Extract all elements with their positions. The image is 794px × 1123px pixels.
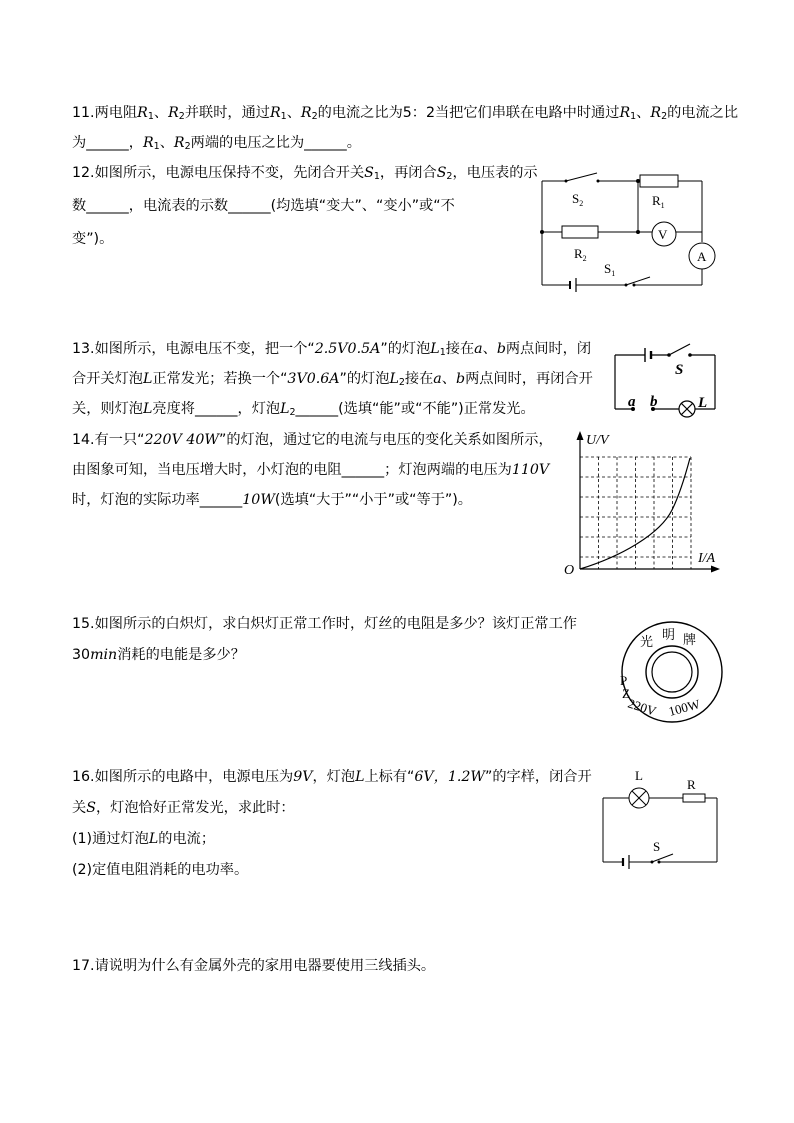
q16-circuit-diagram xyxy=(595,765,725,870)
svg-text:R1: $R_1$ xyxy=(652,193,665,210)
model-letter-z: Z xyxy=(622,686,630,701)
q12-line-3: 变”)。 xyxy=(72,231,114,247)
model-letter-p: P xyxy=(620,673,628,688)
fig12-r1-label: R xyxy=(652,193,661,208)
q12-line-2: 数______，电流表的示数______(均选填“变大”、“变小”或“不 xyxy=(72,198,455,214)
graph-x-axis-label: I/A xyxy=(698,551,716,566)
brand-char-2: 明 xyxy=(662,627,676,642)
q15-line-2: 30min消耗的电能是多少？ xyxy=(72,647,245,663)
q16-line-2: 关S，灯泡恰好正常发光，求此时： xyxy=(72,800,295,816)
fig16-resistor-label: R xyxy=(687,777,696,792)
fig13-point-b: b xyxy=(650,394,658,410)
q17-text: 17.请说明为什么有金属外壳的家用电器要使用三线插头。 xyxy=(72,958,436,974)
fig12-r2-label: R xyxy=(574,246,583,261)
q13-line-1: 13.如图所示，电源电压不变，把一个“2.5V0.5A”的灯泡$L_1$接在a、b两点间时，闭 xyxy=(72,341,592,358)
fig12-s2-label: S xyxy=(572,191,580,206)
q14-line-1: 14.有一只“220V 40W”的灯泡，通过它的电流与电压的变化关系如图所示， xyxy=(72,432,553,448)
q16-sub-1: (1)通过灯泡L的电流； xyxy=(72,831,216,847)
fig13-switch-label: S xyxy=(675,362,684,378)
q16-sub-2: (2)定值电阻消耗的电功率。 xyxy=(72,862,249,878)
q12-line-1: 12.如图所示，电源电压保持不变，先闭合开关$S_1$，再闭合$S_2$，电压表的示 xyxy=(72,165,538,182)
fig16-switch-label: S xyxy=(653,839,661,854)
svg-text:S2: $S_2$ xyxy=(572,191,584,208)
voltmeter-label: V xyxy=(658,227,668,242)
fig12-s1-label: S xyxy=(604,261,612,276)
graph-origin-label: O xyxy=(564,563,575,578)
q13-circuit-diagram xyxy=(605,335,730,425)
q16-line-1: 16.如图所示的电路中，电源电压为9V，灯泡L上标有“6V，1.2W”的字样，闭合开 xyxy=(72,769,592,785)
fig13-point-a: a xyxy=(628,394,636,410)
q15-line-1: 15.如图所示的白炽灯，求白炽灯正常工作时，灯丝的电阻是多少？该灯正常工作 xyxy=(72,616,577,632)
svg-text:S1: $S_1$ xyxy=(604,261,616,278)
brand-char-3: 牌 xyxy=(683,632,697,647)
q13-line-3: 关，则灯泡L亮度将______，灯泡$L_2\_\_\_\_\_\_$(选填“能”或“不能”)正常发光。 xyxy=(72,401,535,418)
q11-line-1: 11.两电阻$R_1$、$R_2$并联时，通过$R_1$、$R_2$的电流之比为5：2当把它们串联在电路中时通过$R_1$、$R_2$的电流之比 xyxy=(72,105,739,122)
svg-text:R2: $R_2$ xyxy=(574,246,587,263)
q14-line-2: 由图象可知，当电压增大时，小灯泡的电阻______；灯泡两端的电压为110V xyxy=(72,462,550,478)
ammeter-label: A xyxy=(697,249,707,264)
q14-line-3: 时，灯泡的实际功率______10W(选填“大于”“小于”或“等于”)。 xyxy=(72,492,472,508)
rated-voltage: 220V xyxy=(626,695,659,719)
brand-char-1: 光 xyxy=(640,634,654,649)
q13-line-2: 合开关灯泡L正常发光；若换一个“3V0.6A”的灯泡$L_2$接在a、b两点间时，再闭合开 xyxy=(72,371,593,388)
q12-circuit-diagram xyxy=(530,168,730,298)
q14-ui-graph xyxy=(560,428,725,578)
rated-power: 100W xyxy=(666,696,702,719)
fig13-lamp-label: L xyxy=(698,395,708,411)
q15-bulb-nameplate xyxy=(610,615,732,725)
fig16-lamp-label: L xyxy=(635,768,643,783)
q11-line-2: 为______，$R_1$、$R_2$两端的电压之比为______。 xyxy=(72,135,361,152)
graph-y-axis-label: U/V xyxy=(586,433,609,448)
